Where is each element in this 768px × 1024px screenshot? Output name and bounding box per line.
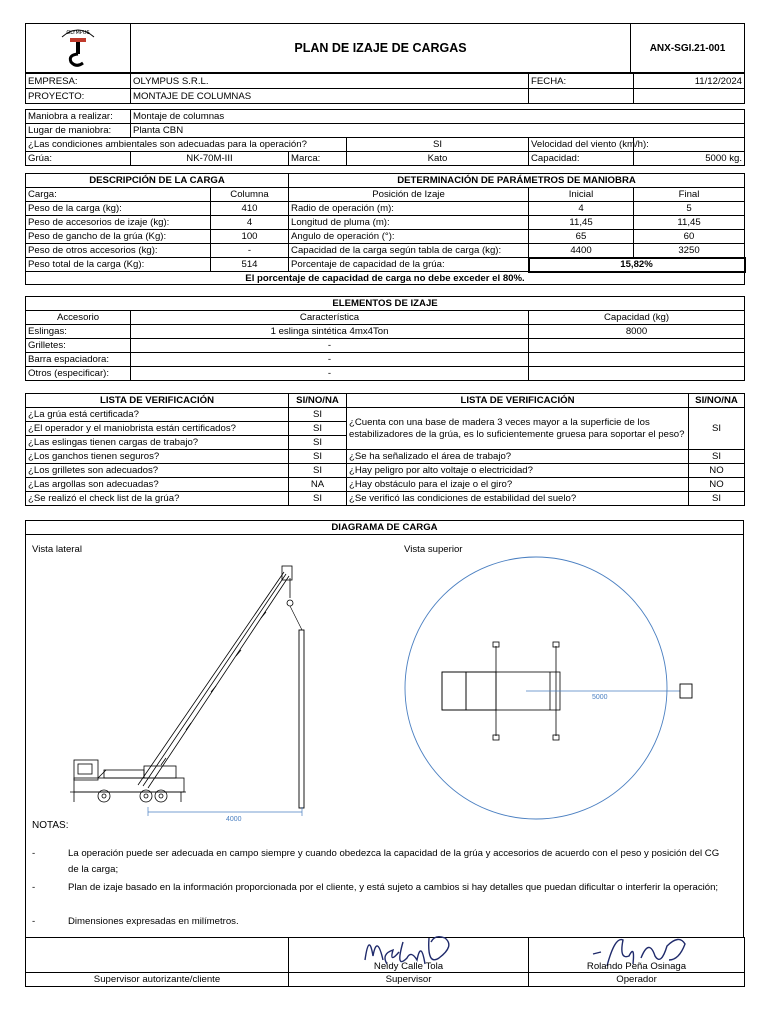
dimension-lateral-label: 4000 [226, 816, 242, 823]
notas-label: NOTAS: [32, 820, 69, 831]
param-row-label: Capacidad de la carga según tabla de carga (kg): [289, 244, 529, 258]
document-title: PLAN DE IZAJE DE CARGAS [131, 24, 631, 73]
logo-cell [26, 24, 131, 73]
param-row-final: 11,45 [634, 216, 745, 230]
porcentaje-label: Porcentaje de capacidad de la grúa: [289, 258, 529, 272]
verif-question: ¿Los grilletes son adecuados? [26, 464, 289, 478]
param-row-inicial: 11,45 [529, 216, 634, 230]
verif-answer: SI [289, 492, 347, 506]
capacidad-cell [529, 367, 745, 381]
elementos-header: ELEMENTOS DE IZAJE [26, 297, 745, 311]
signature-supervisor [289, 938, 529, 973]
accesorio-cell: Barra espaciadora: [26, 353, 131, 367]
carga-row-label: Peso de accesorios de izaje (kg): [26, 216, 211, 230]
column-load [299, 630, 304, 808]
caracteristica-cell: - [131, 339, 529, 353]
condiciones-value: SI [347, 138, 529, 152]
carga-row-value: 100 [211, 230, 289, 244]
verif-question: ¿Se ha señalizado el área de trabajo? [347, 450, 689, 464]
condiciones-label: ¿Las condiciones ambientales son adecuadas para la operación? [26, 138, 347, 152]
capacidad-cell: 8000 [529, 325, 745, 339]
verif-left-header: LISTA DE VERIFICACIÓN [26, 394, 289, 408]
dimension-superior-label: 5000 [592, 694, 608, 701]
verif-question: ¿La grúa está certificada? [26, 408, 289, 422]
verif-answer: SI [289, 436, 347, 450]
crane-side-view [26, 520, 326, 820]
verif-question: ¿El operador y el maniobrista están certificados? [26, 422, 289, 436]
param-row-label: Posición de Izaje [289, 188, 529, 202]
param-header: DETERMINACIÓN DE PARÁMETROS DE MANIOBRA [289, 174, 745, 188]
caracteristica-cell: 1 eslinga sintética 4mx4Ton [131, 325, 529, 339]
param-row-final: 60 [634, 230, 745, 244]
capacidad-cell [529, 339, 745, 353]
param-row-final: 3250 [634, 244, 745, 258]
verif-question: ¿Se verificó las condiciones de estabilidad del suelo? [347, 492, 689, 506]
crane-top-view [366, 550, 706, 820]
document-code: ANX-SGI.21-001 [631, 24, 745, 73]
supervisor-name: Neidy Calle Tola [373, 961, 444, 972]
verif-question: ¿Hay peligro por alto voltaje o electricidad? [347, 464, 689, 478]
verif-right-col: SI/NO/NA [689, 394, 745, 408]
grua-value: NK-70M-III [131, 152, 289, 166]
empresa-value: OLYMPUS S.R.L. [131, 74, 529, 89]
verif-answer: SI [689, 408, 745, 450]
carga-row-value: 4 [211, 216, 289, 230]
vista-superior-label: Vista superior [404, 544, 463, 555]
company-logo-icon [58, 25, 98, 69]
elementos-table [25, 296, 745, 381]
param-row-inicial: 65 [529, 230, 634, 244]
proyecto-label: PROYECTO: [26, 89, 131, 104]
param-row-final: Final [634, 188, 745, 202]
verif-answer: SI [289, 464, 347, 478]
total-value: 514 [211, 258, 289, 272]
maniobra-value: Montaje de columnas [131, 110, 745, 124]
verif-left-col: SI/NO/NA [289, 394, 347, 408]
label-supervisor: Supervisor [289, 973, 529, 987]
carga-row-label: Peso de otros accesorios (kg): [26, 244, 211, 258]
empresa-label: EMPRESA: [26, 74, 131, 89]
carga-row-value: Columna [211, 188, 289, 202]
signature-cliente [26, 938, 289, 973]
label-cliente: Supervisor autorizante/cliente [26, 973, 289, 987]
verif-question: ¿Las argollas son adecuadas? [26, 478, 289, 492]
param-row-inicial: Inicial [529, 188, 634, 202]
signature-table [25, 937, 745, 987]
verif-question: ¿Hay obstáculo para el izaje o el giro? [347, 478, 689, 492]
note-item: - Plan de izaje basado en la información proporcionada por el cliente, y está sujeto a cambios si hay detalles que puedan dificultar o interferir la operación; [32, 880, 732, 914]
carga-table [25, 173, 746, 285]
diagram-area [25, 520, 744, 938]
viento-label: Velocidad del viento (km/h): [529, 138, 634, 152]
grua-label: Grúa: [26, 152, 131, 166]
carga-row-value: 410 [211, 202, 289, 216]
accesorio-cell: Otros (especificar): [26, 367, 131, 381]
verif-answer: SI [289, 450, 347, 464]
caracteristica-cell: - [131, 367, 529, 381]
note-text: La operación puede ser adecuada en campo siempre y cuando obedezca la capacidad de la grúa y accesorios de acuerdo con el peso y posición del CG de la carga; [68, 848, 720, 875]
verif-answer: SI [289, 408, 347, 422]
capacity-warning: El porcentaje de capacidad de carga no debe exceder el 80%. [26, 272, 745, 285]
accesorio-cell: Eslingas: [26, 325, 131, 339]
label-operador: Operador [529, 973, 745, 987]
fecha-value: 11/12/2024 [634, 74, 745, 89]
carga-row-label: Peso de la carga (kg): [26, 202, 211, 216]
capacidad-cell [529, 353, 745, 367]
col-accesorio: Accesorio [26, 311, 131, 325]
crane-truck [70, 760, 186, 802]
signature-operador [529, 938, 745, 973]
verif-answer: NO [689, 464, 745, 478]
maniobra-table [25, 109, 745, 166]
column-top-view [680, 684, 692, 698]
maniobra-label: Maniobra a realizar: [26, 110, 131, 124]
lugar-label: Lugar de maniobra: [26, 124, 131, 138]
carga-row-value: - [211, 244, 289, 258]
verif-answer: NA [289, 478, 347, 492]
diagrama-header: DIAGRAMA DE CARGA [26, 521, 744, 535]
note-text: Dimensiones expresadas en milímetros. [68, 916, 239, 927]
verif-answer: SI [689, 450, 745, 464]
carga-row-label: Peso de gancho de la grúa (Kg): [26, 230, 211, 244]
lugar-value: Planta CBN [131, 124, 745, 138]
verif-answer: SI [689, 492, 745, 506]
accesorio-cell: Grilletes: [26, 339, 131, 353]
verif-answer: NO [689, 478, 745, 492]
desc-carga-header: DESCRIPCIÓN DE LA CARGA [26, 174, 289, 188]
note-item: - Dimensiones expresadas en milímetros. [32, 914, 732, 932]
svg-text:OLYMPUS: OLYMPUS [66, 29, 90, 36]
verif-question: ¿Los ganchos tienen seguros? [26, 450, 289, 464]
viento-value [634, 138, 745, 152]
capacidad-value: 5000 kg. [634, 152, 745, 166]
porcentaje-value: 15,82% [529, 258, 745, 272]
verificacion-table [25, 393, 745, 506]
dimension-lateral [148, 807, 302, 816]
capacidad-label: Capacidad: [529, 152, 634, 166]
swing-radius-circle [405, 557, 667, 819]
param-row-inicial: 4 [529, 202, 634, 216]
col-caracteristica: Característica [131, 311, 529, 325]
note-text: Plan de izaje basado en la información proporcionada por el cliente, y está sujeto a cambios si hay detalles que puedan dificultar o interferir la operación; [68, 882, 719, 893]
header-table [25, 23, 745, 73]
verif-question: ¿Se realizó el check list de la grúa? [26, 492, 289, 506]
verif-question: ¿Cuenta con una base de madera 3 veces mayor a la superficie de los estabilizadores de la grúa, es lo suficientemente gruesa para soportar el peso? [347, 408, 689, 450]
total-label: Peso total de la carga (Kg): [26, 258, 211, 272]
param-row-label: Radio de operación (m): [289, 202, 529, 216]
marca-value: Kato [347, 152, 529, 166]
param-row-final: 5 [634, 202, 745, 216]
lifting-plan-sheet [25, 23, 744, 1001]
crane-boom [138, 572, 289, 788]
verif-question: ¿Las eslingas tienen cargas de trabajo? [26, 436, 289, 450]
param-row-label: Longitud de pluma (m): [289, 216, 529, 230]
info-table [25, 73, 745, 104]
vista-lateral-label: Vista lateral [32, 544, 82, 555]
verif-right-header: LISTA DE VERIFICACIÓN [347, 394, 689, 408]
proyecto-value: MONTAJE DE COLUMNAS [131, 89, 529, 104]
marca-label: Marca: [289, 152, 347, 166]
col-capacidad: Capacidad (kg) [529, 311, 745, 325]
note-item: - La operación puede ser adecuada en campo siempre y cuando obedezca la capacidad de la grúa y accesorios de acuerdo con el peso y posición del CG de la carga; [32, 846, 732, 880]
verif-answer: SI [289, 422, 347, 436]
param-row-inicial: 4400 [529, 244, 634, 258]
caracteristica-cell: - [131, 353, 529, 367]
fecha-label: FECHA: [529, 74, 634, 89]
carga-row-label: Carga: [26, 188, 211, 202]
operador-name: Rolando Peña Osinaga [586, 961, 687, 972]
param-row-label: Angulo de operación (°): [289, 230, 529, 244]
